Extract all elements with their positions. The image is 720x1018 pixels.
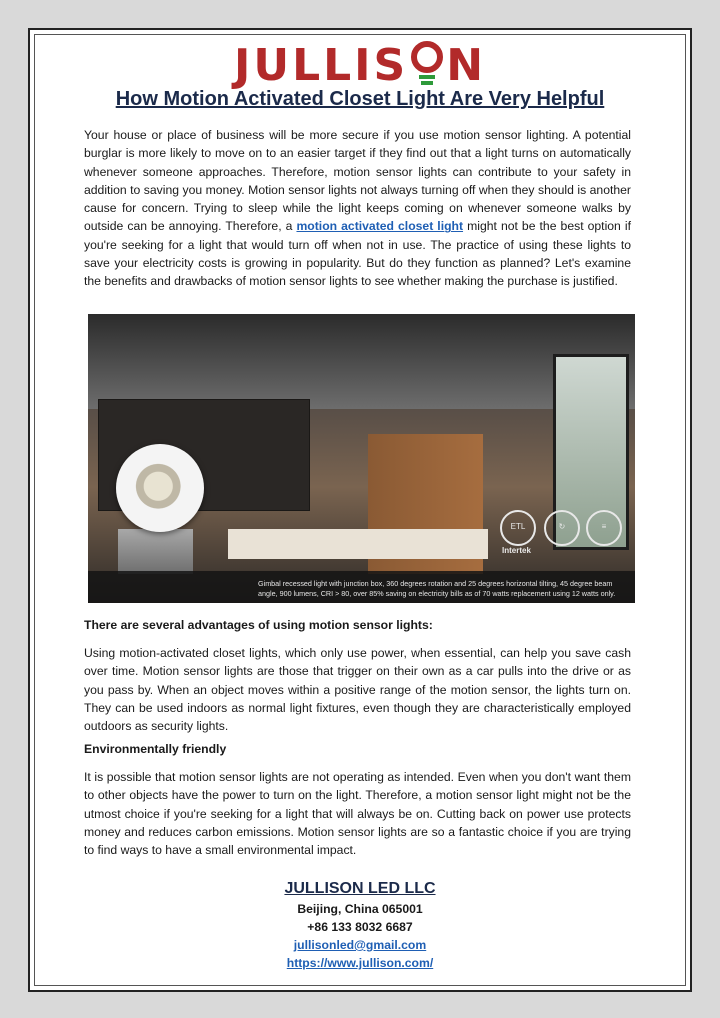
rotation-cert-icon: ↻ <box>544 510 580 546</box>
junction-box <box>118 529 193 574</box>
cert-label: Intertek <box>502 546 531 555</box>
company-phone: +86 133 8032 6687 <box>307 920 413 934</box>
company-address: Beijing, China 065001 <box>297 902 423 916</box>
advantages-heading: There are several advantages of using motion sensor lights: <box>84 618 433 632</box>
environment-paragraph: It is possible that motion sensor lights are not operating as intended. Even when you don't want them to other objects have the power to turn on the light. Therefore, a motion sensor light might not be the utmost choice if you're seeking for a light that will always be on. Cutting back on power use protects money and reduces carbon emissions. Motion sensor lights are so a fantastic choice if you are trying to find ways to have a small environmental impact. <box>84 770 631 858</box>
contact-footer <box>30 878 690 972</box>
company-name: JULLISON LED LLC <box>284 880 436 897</box>
logo-text-right: N <box>446 40 487 91</box>
brand-logo <box>30 40 690 92</box>
environment-heading: Environmentally friendly <box>84 742 227 756</box>
energy-cert-icon: ≡ <box>586 510 622 546</box>
website-link[interactable]: https://www.jullison.com/ <box>286 956 434 970</box>
image-caption: Gimbal recessed light with junction box, 360 degrees rotation and 25 degrees horizontal tilting, 45 degree beam angle, 900 lumens, CRI > 80, over 85% saving on electricity bills as of 70 watts replacement using 12 watts only. <box>258 579 616 598</box>
etl-cert-icon: ETL <box>500 510 536 546</box>
page-title: How Motion Activated Closet Light Are Very Helpful <box>115 88 605 110</box>
recessed-light-icon <box>116 444 204 532</box>
advantages-paragraph: Using motion-activated closet lights, which only use power, when essential, can help you save cash over time. Motion sensor lights are those that trigger on their own as a car pulls into the drive or as you pass by. When an object moves within a positive range of the motion sensor, the lights turn on. They can be used indoors as normal light fixtures, even though they are characteristically employed outdoors as security lights. <box>84 646 631 734</box>
intro-paragraph <box>84 126 631 291</box>
bulb-logo-icon <box>410 41 444 92</box>
intro-text-after: might not be the best option if you're seeking for a light that would turn off when not in use. The practice of using these lights to save your electricity costs is growing in popularity. But do they function as planned? Let's examine the benefits and drawbacks of motion sensor lights to see whether making the purchase is justified. <box>84 219 631 289</box>
closet-light-link[interactable]: motion activated closet light <box>296 219 464 234</box>
product-photo <box>88 314 635 603</box>
page-frame <box>28 28 692 992</box>
email-link[interactable]: jullisonled@gmail.com <box>293 938 427 952</box>
intro-text-before: Your house or place of business will be more secure if you use motion sensor lighting. A potential burglar is more likely to move on to an easier target if they find out that a light turns on automatically whenever someone approaches. Therefore, motion sensor lights can contribute to your safety in addition to saving you money. Motion sensor lights not always turning off when they should is another cause for concern. Trying to sleep while the light keeps coming on whenever someone walks by outside can be annoying. Therefore, a <box>84 128 631 234</box>
logo-text-left: JULLIS <box>233 40 409 91</box>
kitchen-counter <box>228 529 488 559</box>
